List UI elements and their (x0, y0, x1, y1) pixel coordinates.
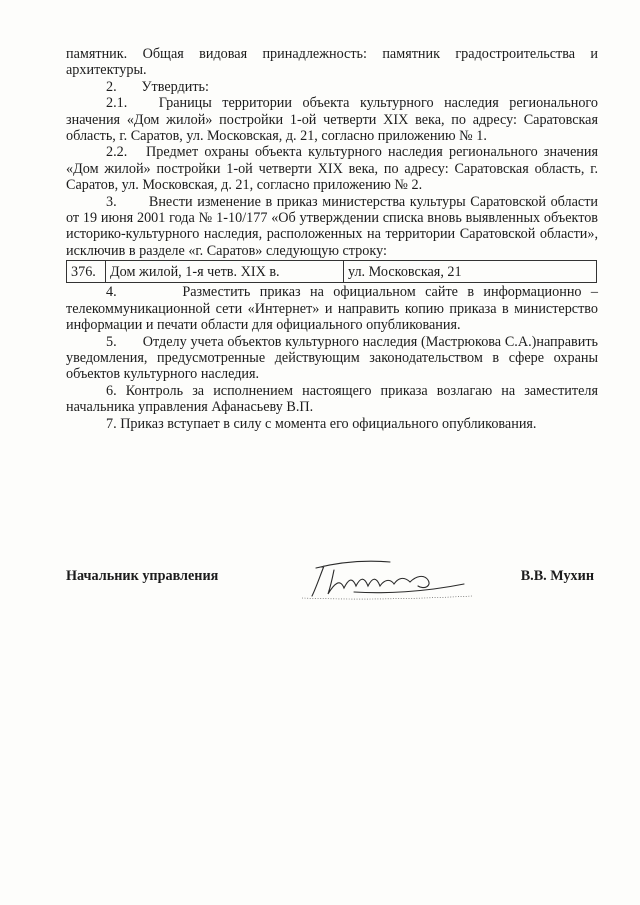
table-cell-address: ул. Московская, 21 (344, 261, 597, 283)
table-row (67, 261, 597, 283)
signatory-position: Начальник управления (66, 568, 219, 584)
document-body (66, 46, 598, 432)
handwritten-signature (294, 554, 474, 602)
paragraph-3: 3. Внести изменение в приказ министерства культуры Саратовской области от 19 июня 2001 года № 1-10/177 «Об утверждении списка вновь выявленных объектов историко-культурного наследия, расположенных на территории Саратовской области», исключив в разделе «г. Саратов» следующую строку: (66, 193, 598, 259)
paragraph-continuation: памятник. Общая видовая принадлежность: памятник градостроительства и архитектуры. (66, 46, 598, 79)
paragraph-4: 4. Разместить приказ на официальном сайте в информационно – телекоммуникационной сети «Интернет» и направить копию приказа в министерство информации и печати области для официального опубликования. (66, 284, 598, 334)
paragraph-2-2: 2.2. Предмет охраны объекта культурного наследия регионального значения «Дом жилой» постройки 1-ой четверти XIX века, по адресу: Саратовская область, г. Саратов, ул. Московская, д. 21, согласно приложению № 2. (66, 144, 598, 194)
paragraph-2-1: 2.1. Границы территории объекта культурного наследия регионального значения «Дом жилой» постройки 1-ой четверти XIX века, по адресу: Саратовская область, г. Саратов, ул. Московская, д. 21, согласно приложению № 1. (66, 95, 598, 145)
table-cell-object: Дом жилой, 1-я четв. XIX в. (106, 261, 344, 283)
paragraph-7: 7. Приказ вступает в силу с момента его официального опубликования. (106, 415, 537, 432)
signatory-name: В.В. Мухин (520, 568, 594, 584)
paragraph-6: 6. Контроль за исполнением настоящего приказа возлагаю на заместителя начальника управления Афанасьеву В.П. (66, 382, 598, 416)
table-cell-number: 376. (67, 261, 106, 283)
paragraph-2: 2. Утвердить: (106, 78, 209, 95)
signature-block (66, 566, 598, 606)
paragraph-5: 5. Отделу учета объектов культурного наследия (Мастрюкова С.А.)направить уведомления, предусмотренные действующим законодательством в сфере охраны объектов культурного наследия. (66, 333, 598, 383)
excluded-row-table (66, 260, 597, 283)
